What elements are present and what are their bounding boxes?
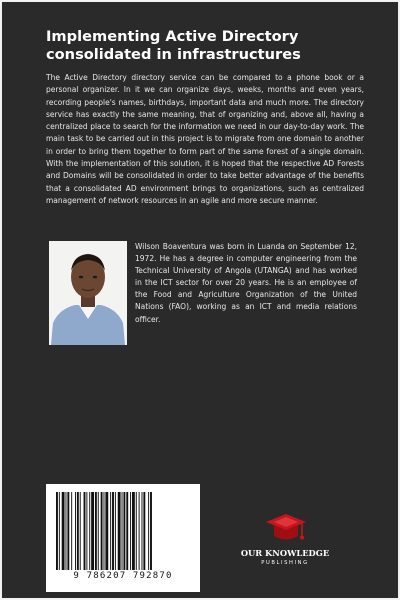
publisher-name: OUR KNOWLEDGE [240,548,330,558]
publisher-subtitle: PUBLISHING [261,560,309,566]
author-photo [49,241,127,345]
barcode [54,492,192,570]
isbn-number: 9 786207 792870 [73,571,173,581]
author-bio: Wilson Boaventura was born in Luanda on September 12, 1972. He has a degree in computer engineering from the Technical University of Angola (UTANGA) and has worked in the ICT sector for over 20 years. He is an employee of the Food and Agriculture Organization of the United Nations (FAO), working as an ICT and media relations officer. [135,242,357,324]
graduation-cap-logo [264,512,308,548]
book-title: Implementing Active Directory consolidated in infrastructures [46,28,301,63]
isbn-barcode [46,484,200,592]
book-abstract: The Active Directory directory service can be compared to a phone book or a personal organizer. In it we can organize days, weeks, months and even years, recording people's names, birthdays, important data and much more. The directory service has exactly the same meaning, that of organizing and, above all, having a centralized place to search for the information we need in our day-to-day work. The main task to be carried out in this project is to migrate from one domain to another in order to bring them together to form part of the same forest of a single domain. With the implementation of this solution, it is hoped that the respective AD Forests and Domains will be consolidated in order to take better advantage of the benefits that a consolidated AD environment brings to organizations, such as centralized management of network resources in an agile and more secure manner. [46,73,364,205]
back-cover [2,2,398,598]
